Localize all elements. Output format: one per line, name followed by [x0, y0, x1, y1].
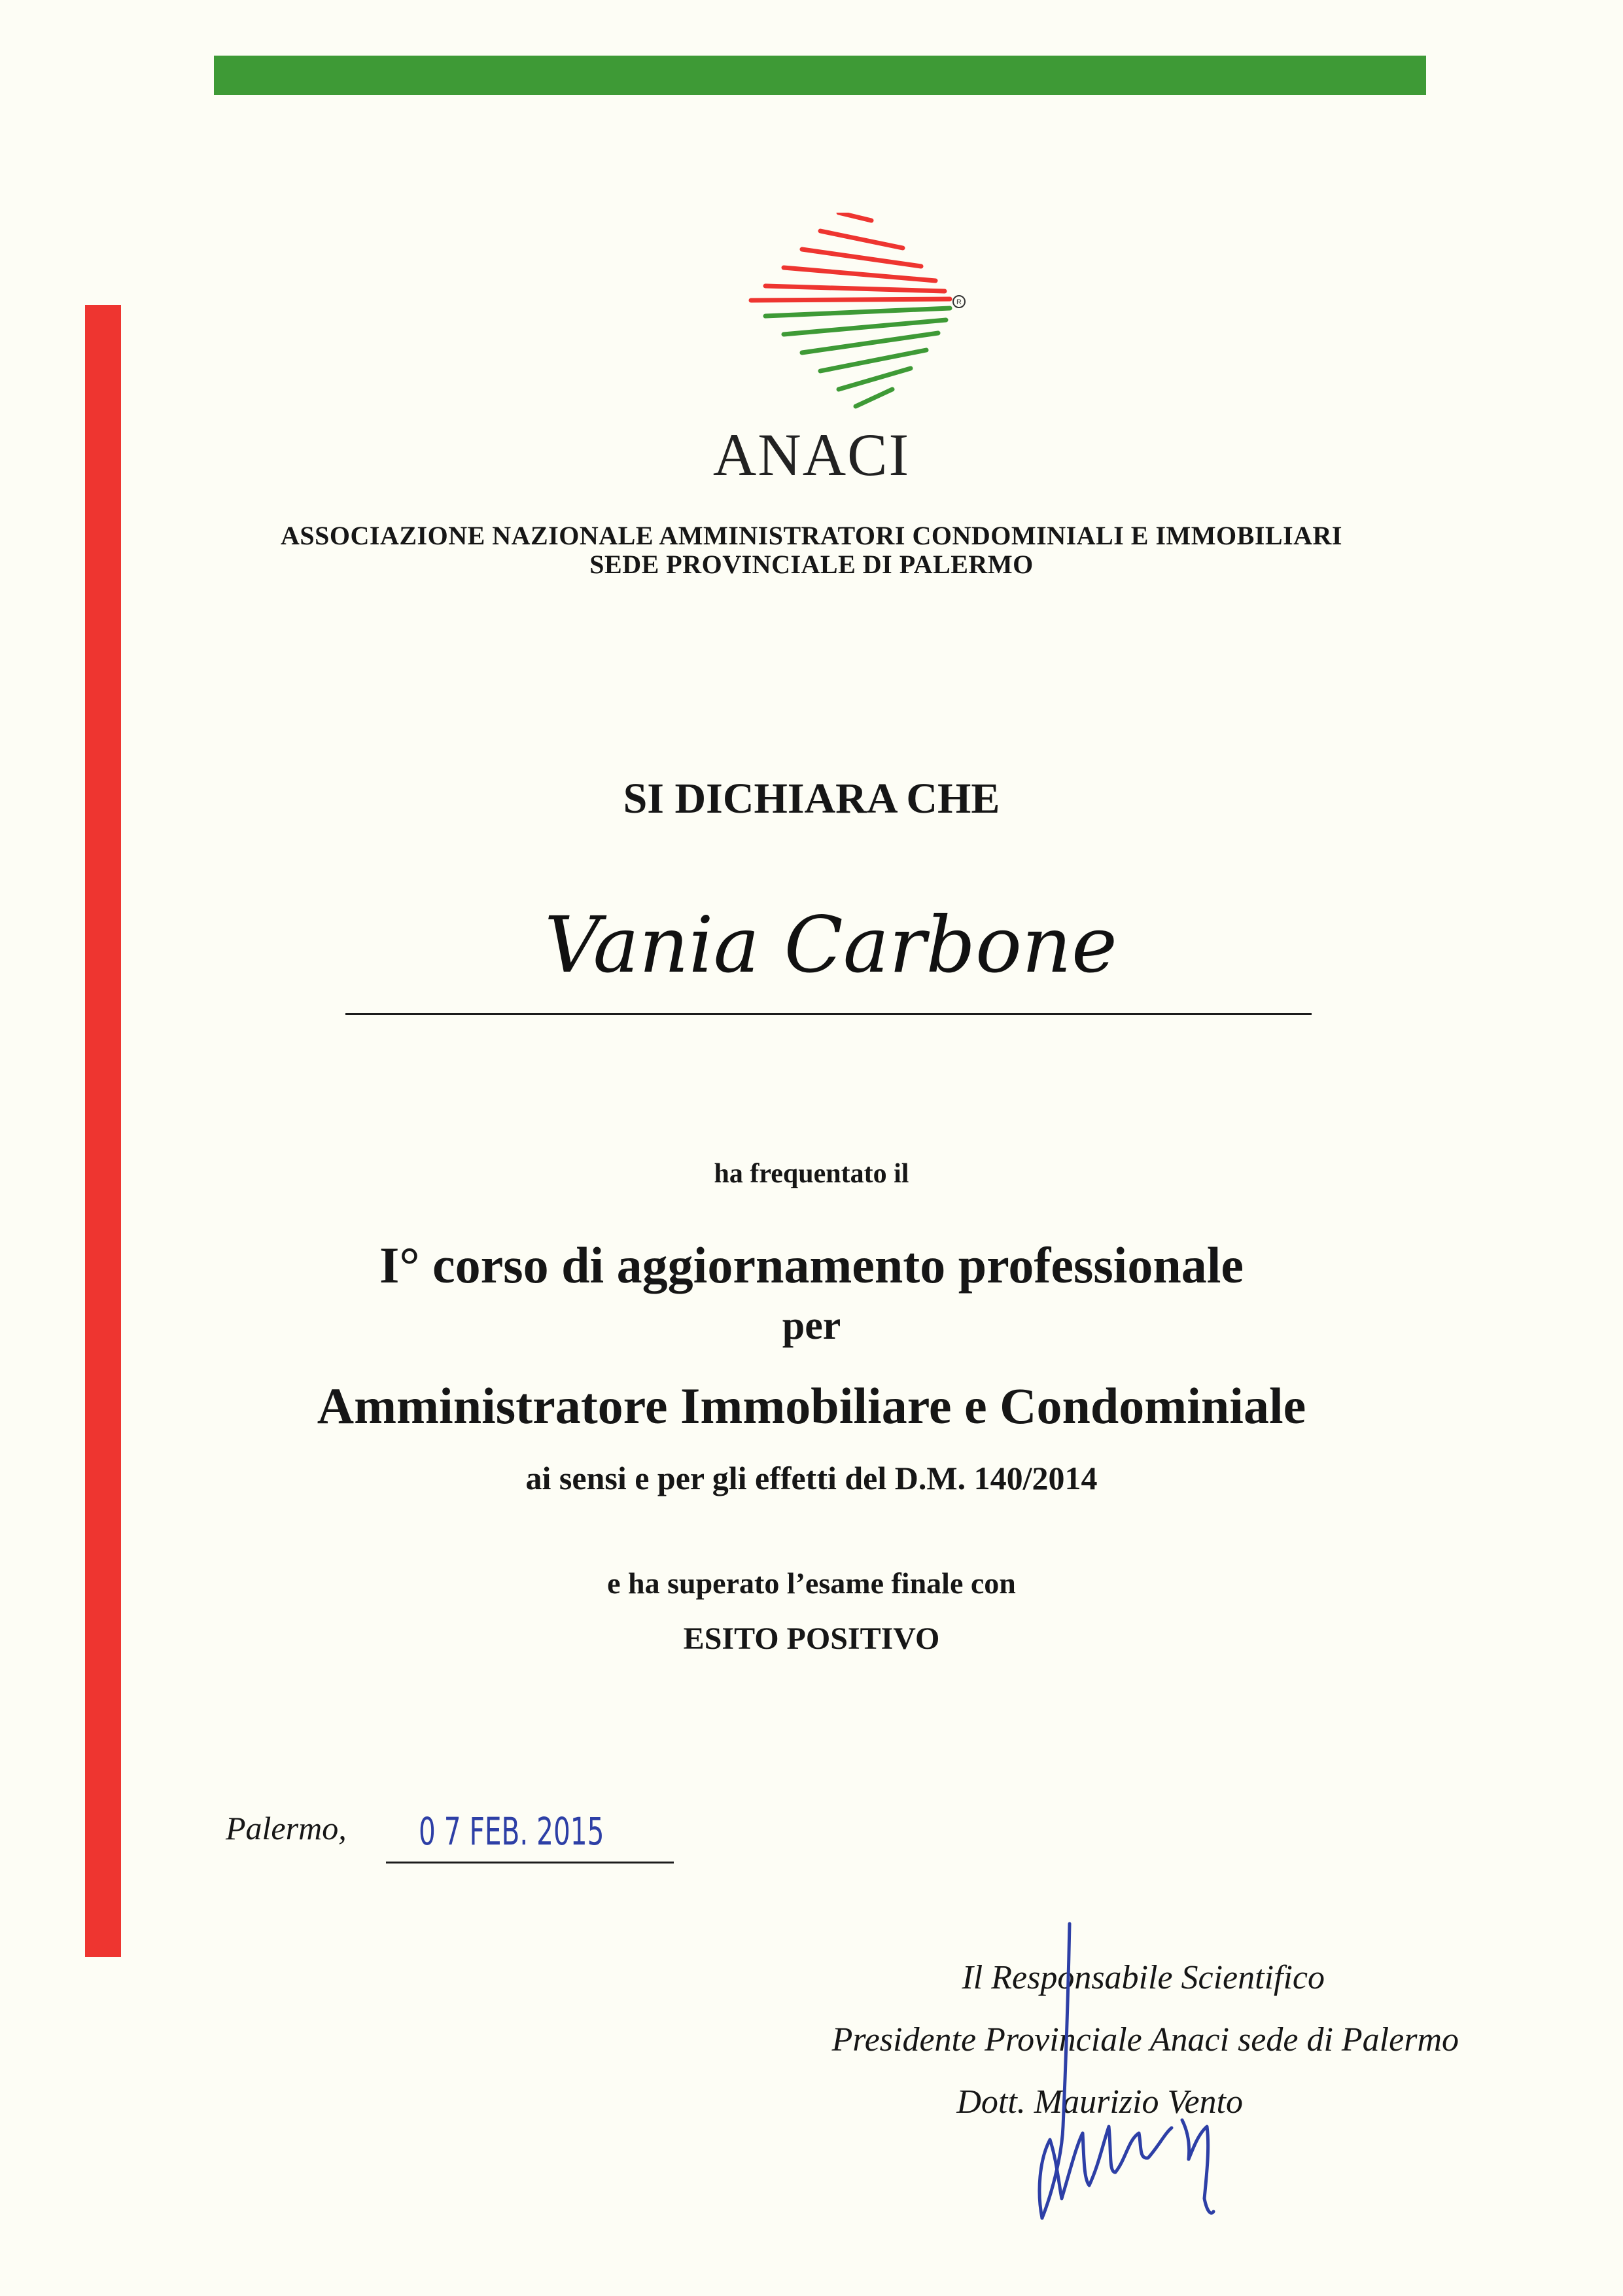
recipient-name	[536, 880, 1125, 1011]
legal-reference: ai sensi e per gli effetti del D.M. 140/2014	[525, 1460, 1098, 1496]
place-label: Palermo,	[226, 1810, 347, 1846]
signatory-role: Il Responsabile Scientifico	[962, 1959, 1325, 1996]
svg-text:R: R	[956, 298, 962, 306]
exam-text: e ha superato l’esame finale con	[607, 1566, 1016, 1600]
association-name: ASSOCIAZIONE NAZIONALE AMMINISTRATORI CONDOMINIALI E IMMOBILIARI	[281, 521, 1342, 550]
signatory-title: Presidente Provinciale Anaci sede di Palermo	[831, 2021, 1459, 2058]
association-branch: SEDE PROVINCIALE DI PALERMO	[589, 550, 1034, 579]
course-title-line2: per	[782, 1303, 841, 1348]
course-title-line1: I° corso di aggiornamento professionale	[379, 1237, 1244, 1294]
recipient-name-text: Vania Carbone	[544, 900, 1117, 990]
association-header	[0, 521, 1623, 579]
top-green-bar	[214, 56, 1426, 95]
exam-outcome: ESITO POSITIVO	[683, 1621, 940, 1656]
date-stamp: 0 7 FEB. 2015	[419, 1809, 604, 1854]
attended-text: ha frequentato il	[714, 1159, 909, 1189]
anaci-logo-icon	[746, 213, 968, 429]
date-underline	[386, 1862, 674, 1863]
brand-name: ANACI	[712, 421, 911, 488]
qualification-title: Amministratore Immobiliare e Condominiale	[317, 1377, 1306, 1434]
name-underline	[345, 1013, 1312, 1015]
declaration-heading: SI DICHIARA CHE	[623, 775, 1000, 822]
signatory-name: Dott. Maurizio Vento	[956, 2083, 1243, 2121]
course-title	[0, 1235, 1623, 1356]
handwritten-signature	[1011, 1911, 1227, 2231]
